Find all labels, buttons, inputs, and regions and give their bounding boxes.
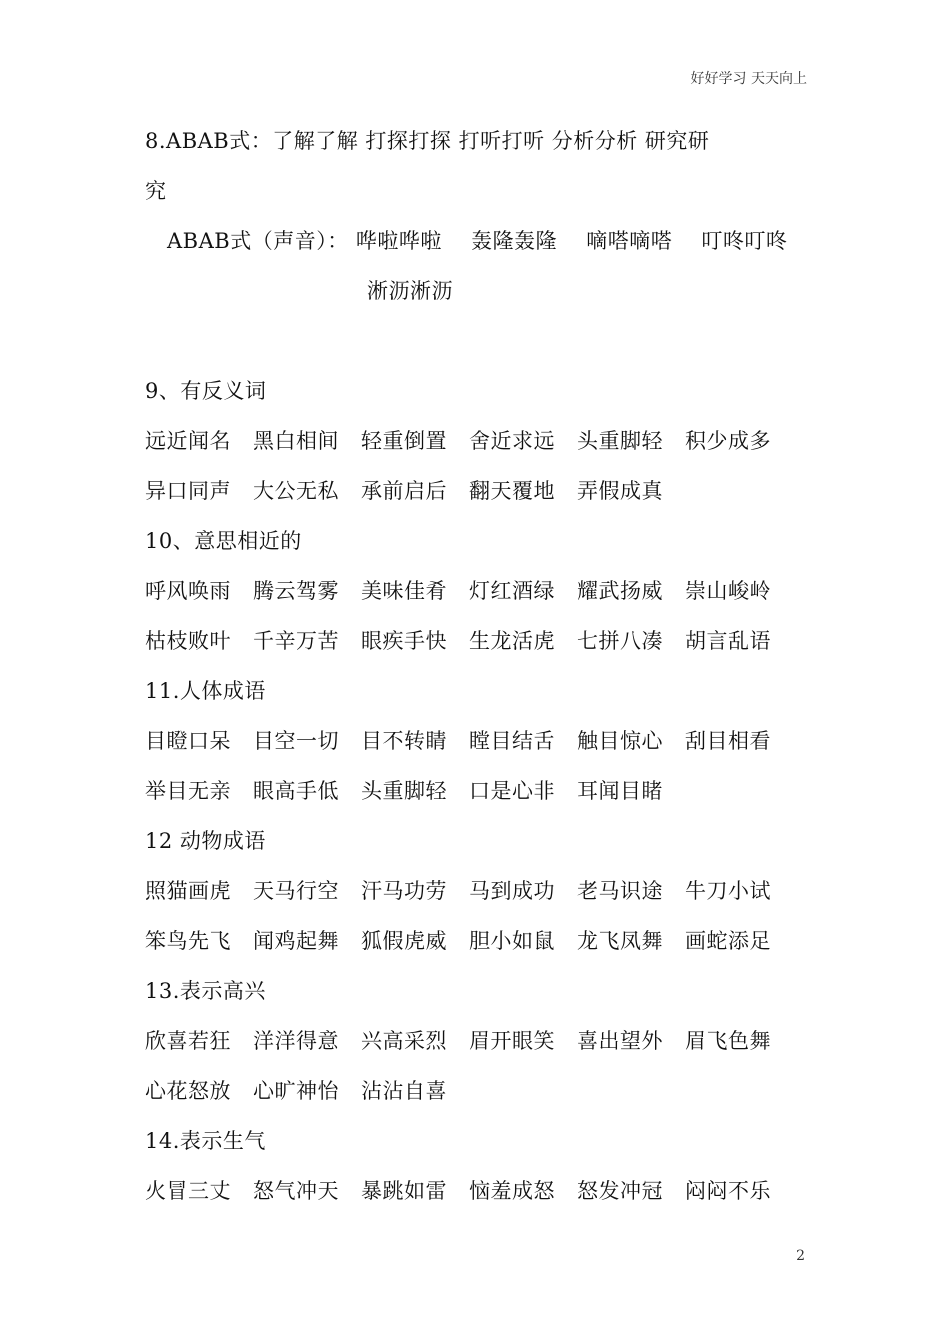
section10-row <box>145 566 810 616</box>
idiom: 耳闻目睹 <box>577 779 663 803</box>
section12-row <box>145 916 810 966</box>
idiom: 汗马功劳 <box>361 879 447 903</box>
idiom: 照猫画虎 <box>145 879 231 903</box>
section10-row <box>145 616 810 666</box>
spacer <box>145 316 810 366</box>
idiom: 恼羞成怒 <box>469 1179 555 1203</box>
idiom: 异口同声 <box>145 479 231 503</box>
idiom: 口是心非 <box>469 779 555 803</box>
idiom: 牛刀小试 <box>685 879 771 903</box>
idiom: 闷闷不乐 <box>685 1179 771 1203</box>
idiom: 天马行空 <box>253 879 339 903</box>
idiom: 枯枝败叶 <box>145 629 231 653</box>
idiom: 眉开眼笑 <box>469 1029 555 1053</box>
section8-sound-line <box>145 216 810 266</box>
sound-item: 哗啦哗啦 <box>355 229 442 253</box>
section13-row <box>145 1016 810 1066</box>
idiom: 耀武扬威 <box>577 579 663 603</box>
idiom: 瞠目结舌 <box>469 729 555 753</box>
idiom: 龙飞凤舞 <box>577 929 663 953</box>
idiom: 目空一切 <box>253 729 339 753</box>
idiom: 闻鸡起舞 <box>253 929 339 953</box>
section8-sound-continued: 淅沥淅沥 <box>367 279 453 303</box>
idiom: 承前启后 <box>361 479 447 503</box>
idiom: 画蛇添足 <box>685 929 771 953</box>
idiom: 眉飞色舞 <box>685 1029 771 1053</box>
section11-row <box>145 766 810 816</box>
section14-row <box>145 1166 810 1216</box>
idiom: 生龙活虎 <box>469 629 555 653</box>
idiom: 大公无私 <box>253 479 339 503</box>
idiom: 眼疾手快 <box>361 629 447 653</box>
sound-item: 嘀嗒嘀嗒 <box>586 229 673 253</box>
section10-title: 10、意思相近的 <box>145 529 302 553</box>
idiom: 心花怒放 <box>145 1079 231 1103</box>
idiom: 眼高手低 <box>253 779 339 803</box>
idiom: 马到成功 <box>469 879 555 903</box>
idiom: 崇山峻岭 <box>685 579 771 603</box>
idiom: 刮目相看 <box>685 729 771 753</box>
section12-row <box>145 866 810 916</box>
idiom: 怒气冲天 <box>253 1179 339 1203</box>
idiom: 弄假成真 <box>577 479 663 503</box>
section8-line1-continued: 究 <box>145 179 167 203</box>
idiom: 洋洋得意 <box>253 1029 339 1053</box>
idiom: 胆小如鼠 <box>469 929 555 953</box>
section8-line1: 8.ABAB式：了解了解 打探打探 打听打听 分析分析 研究研 <box>145 129 710 153</box>
idiom: 呼风唤雨 <box>145 579 231 603</box>
sound-item: 轰隆轰隆 <box>471 229 558 253</box>
page-number: 2 <box>796 1248 805 1264</box>
section11-row <box>145 716 810 766</box>
idiom: 积少成多 <box>685 429 771 453</box>
idiom: 远近闻名 <box>145 429 231 453</box>
idiom: 狐假虎威 <box>361 929 447 953</box>
section13-title: 13.表示高兴 <box>145 979 266 1003</box>
section9-title: 9、有反义词 <box>145 379 267 403</box>
idiom: 目不转睛 <box>361 729 447 753</box>
idiom: 轻重倒置 <box>361 429 447 453</box>
idiom: 腾云驾雾 <box>253 579 339 603</box>
idiom: 举目无亲 <box>145 779 231 803</box>
idiom: 欣喜若狂 <box>145 1029 231 1053</box>
section14-title: 14.表示生气 <box>145 1129 266 1153</box>
idiom: 翻天覆地 <box>469 479 555 503</box>
idiom: 喜出望外 <box>577 1029 663 1053</box>
document-body <box>145 116 810 1216</box>
idiom: 笨鸟先飞 <box>145 929 231 953</box>
idiom: 怒发冲冠 <box>577 1179 663 1203</box>
idiom: 目瞪口呆 <box>145 729 231 753</box>
idiom: 兴高采烈 <box>361 1029 447 1053</box>
idiom: 七拼八凑 <box>577 629 663 653</box>
idiom: 黑白相间 <box>253 429 339 453</box>
idiom: 心旷神怡 <box>253 1079 339 1103</box>
idiom: 火冒三丈 <box>145 1179 231 1203</box>
idiom: 胡言乱语 <box>685 629 771 653</box>
idiom: 美味佳肴 <box>361 579 447 603</box>
idiom: 暴跳如雷 <box>361 1179 447 1203</box>
idiom: 触目惊心 <box>577 729 663 753</box>
section9-row <box>145 466 810 516</box>
sound-label: ABAB式（声音）： <box>167 229 349 253</box>
idiom: 头重脚轻 <box>577 429 663 453</box>
section13-row <box>145 1066 810 1116</box>
idiom: 灯红酒绿 <box>469 579 555 603</box>
idiom: 头重脚轻 <box>361 779 447 803</box>
section12-title: 12 动物成语 <box>145 829 266 853</box>
sound-item: 叮咚叮咚 <box>701 229 788 253</box>
section11-title: 11.人体成语 <box>145 679 266 703</box>
idiom: 舍近求远 <box>469 429 555 453</box>
page-header: 好好学习 天天向上 <box>690 71 807 87</box>
idiom: 沾沾自喜 <box>361 1079 447 1103</box>
idiom: 老马识途 <box>577 879 663 903</box>
idiom: 千辛万苦 <box>253 629 339 653</box>
section9-row <box>145 416 810 466</box>
